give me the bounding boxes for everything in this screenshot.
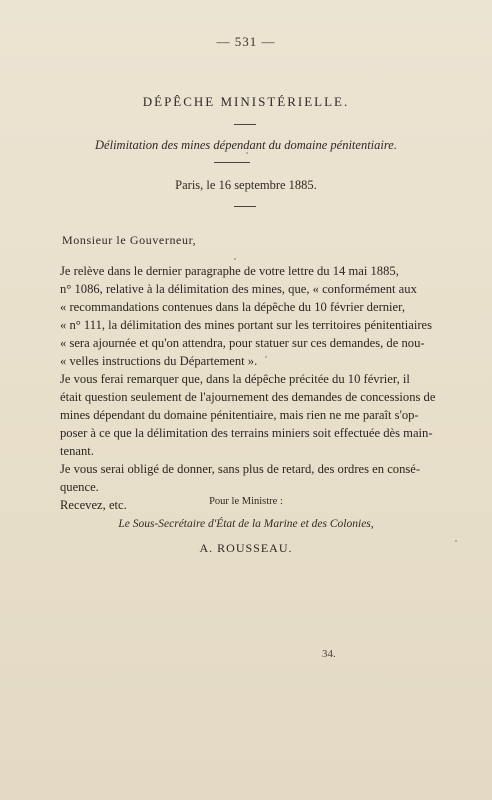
text-line: Je vous ferai remarquer que, dans la dépêche précitée du 10 février, il [60, 372, 410, 386]
signatory-title: Le Sous-Secrétaire d'État de la Marine et des Colonies, [118, 518, 374, 530]
document-title: DÉPÊCHE MINISTÉRIELLE. [142, 94, 350, 109]
text-line: Recevez, etc. [60, 498, 127, 512]
title-rule [234, 124, 256, 125]
text-line: tenant. [60, 444, 94, 458]
document-subtitle: Délimitation des mines dépendant du domaine pénitentiaire. [95, 138, 397, 152]
signoff: Pour le Ministre : [209, 496, 283, 507]
salutation: Monsieur le Gouverneur, [62, 233, 197, 247]
page-number: — 531 — [216, 34, 276, 49]
paragraph [60, 460, 421, 496]
paper-fleck [265, 356, 267, 358]
sheet-signature-mark: 34. [322, 648, 336, 660]
text-line: « velles instructions du Département ». [60, 354, 258, 368]
text-line: n° 1086, relative à la délimitation des mines, que, « conformément aux [60, 282, 417, 296]
paper-fleck [455, 540, 457, 542]
text-line: Je vous serai obligé de donner, sans plus de retard, des ordres en consé- [60, 462, 421, 476]
paragraph [60, 370, 436, 460]
paragraph [60, 262, 433, 370]
paper-fleck [246, 152, 248, 154]
subtitle-rule [214, 162, 250, 163]
text-line: quence. [60, 480, 99, 494]
text-line: « recommandations contenues dans la dépêche du 10 février dernier, [60, 300, 405, 314]
text-line: « n° 111, la délimitation des mines portant sur les territoires pénitentiaires [60, 318, 433, 332]
text-line: « sera ajournée et qu'on attendra, pour statuer sur ces demandes, de nou- [60, 336, 425, 350]
text-line: Je relève dans le dernier paragraphe de votre lettre du 14 mai 1885, [60, 264, 399, 278]
text-line: poser à ce que la délimitation des terrains miniers soit effectuée dès main- [60, 426, 433, 440]
letter-body [60, 262, 436, 514]
paper-fleck [234, 258, 236, 260]
dateline: Paris, le 16 septembre 1885. [175, 178, 317, 192]
text-line: mines dépendant du domaine pénitentiaire, mais rien ne me paraît s'op- [60, 408, 419, 422]
dateline-rule [234, 206, 256, 207]
signatory-name: A. ROUSSEAU. [199, 541, 293, 555]
text-line: était question seulement de l'ajournement des demandes de concessions de [60, 390, 436, 404]
